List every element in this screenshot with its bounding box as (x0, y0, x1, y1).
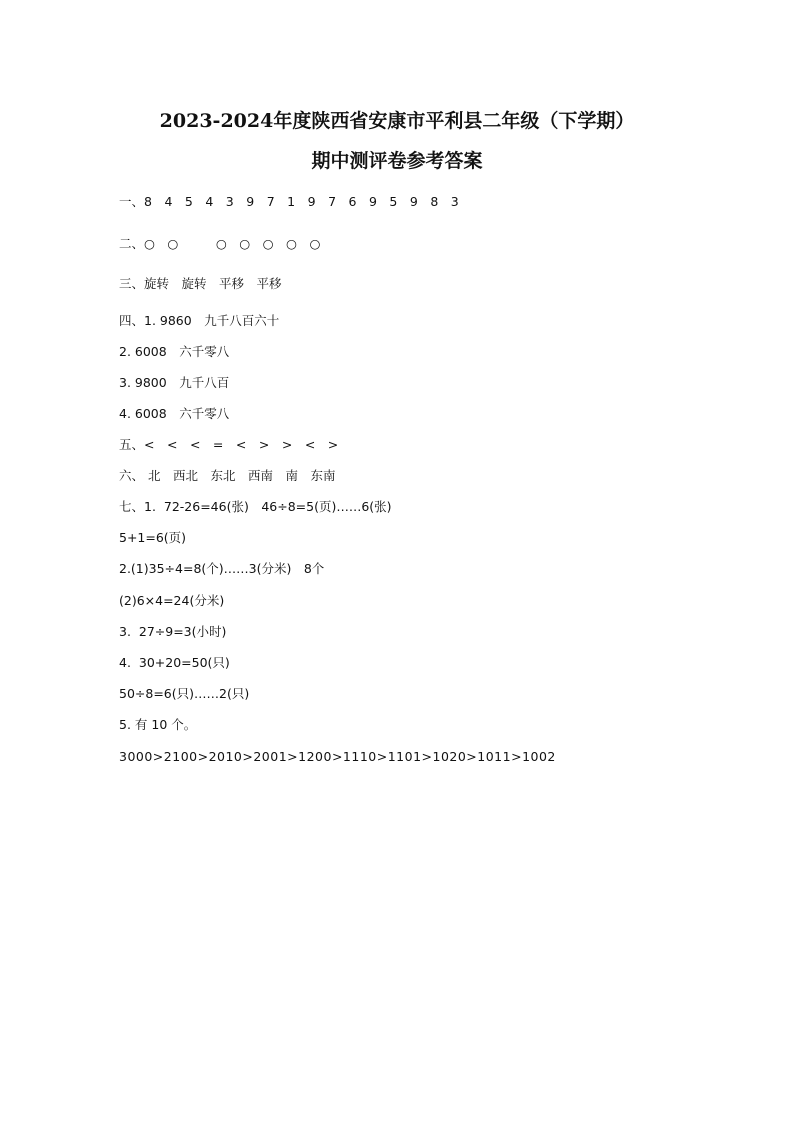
answer-section-4-item-3: 3. 9800 九千八百 (119, 375, 230, 390)
answer-section-7-item-1: 七、1. 72-26=46(张) 46÷8=5(页)……6(张) (119, 499, 392, 514)
answer-section-7-item-4: 4. 30+20=50(只) (119, 655, 230, 670)
answer-section-7-item-5: 5. 有 10 个。 (119, 717, 197, 732)
document-title: 2023-2024年度陕西省安康市平利县二年级（下学期） (159, 110, 635, 132)
answer-section-7-item-2: 2.(1)35÷4=8(个)……3(分米) 8个 (119, 561, 325, 576)
document-subtitle: 期中测评卷参考答案 (311, 150, 483, 172)
answer-section-2: 二、○ ○ ○ ○ ○ ○ ○ (119, 236, 321, 251)
answer-section-3: 三、旋转 旋转 平移 平移 (119, 276, 282, 291)
answer-section-7-item-5-order: 3000>2100>2010>2001>1200>1110>1101>1020>1011>1002 (119, 749, 556, 764)
answer-section-4-item-1: 四、1. 9860 九千八百六十 (119, 313, 280, 328)
answer-section-7-item-4b: 50÷8=6(只)……2(只) (119, 686, 250, 701)
answer-section-4-item-2: 2. 6008 六千零八 (119, 344, 230, 359)
answer-section-1: 一、8 4 5 4 3 9 7 1 9 7 6 9 5 9 8 3 (119, 194, 459, 209)
answer-section-5: 五、< < < = < > > < > (119, 437, 339, 452)
answer-section-6: 六、 北 西北 东北 西南 南 东南 (119, 468, 336, 483)
answer-section-7-item-2b: (2)6×4=24(分米) (119, 593, 225, 608)
answer-section-7-item-3: 3. 27÷9=3(小时) (119, 624, 227, 639)
answer-section-7-item-1b: 5+1=6(页) (119, 530, 187, 545)
answer-section-4-item-4: 4. 6008 六千零八 (119, 406, 230, 421)
